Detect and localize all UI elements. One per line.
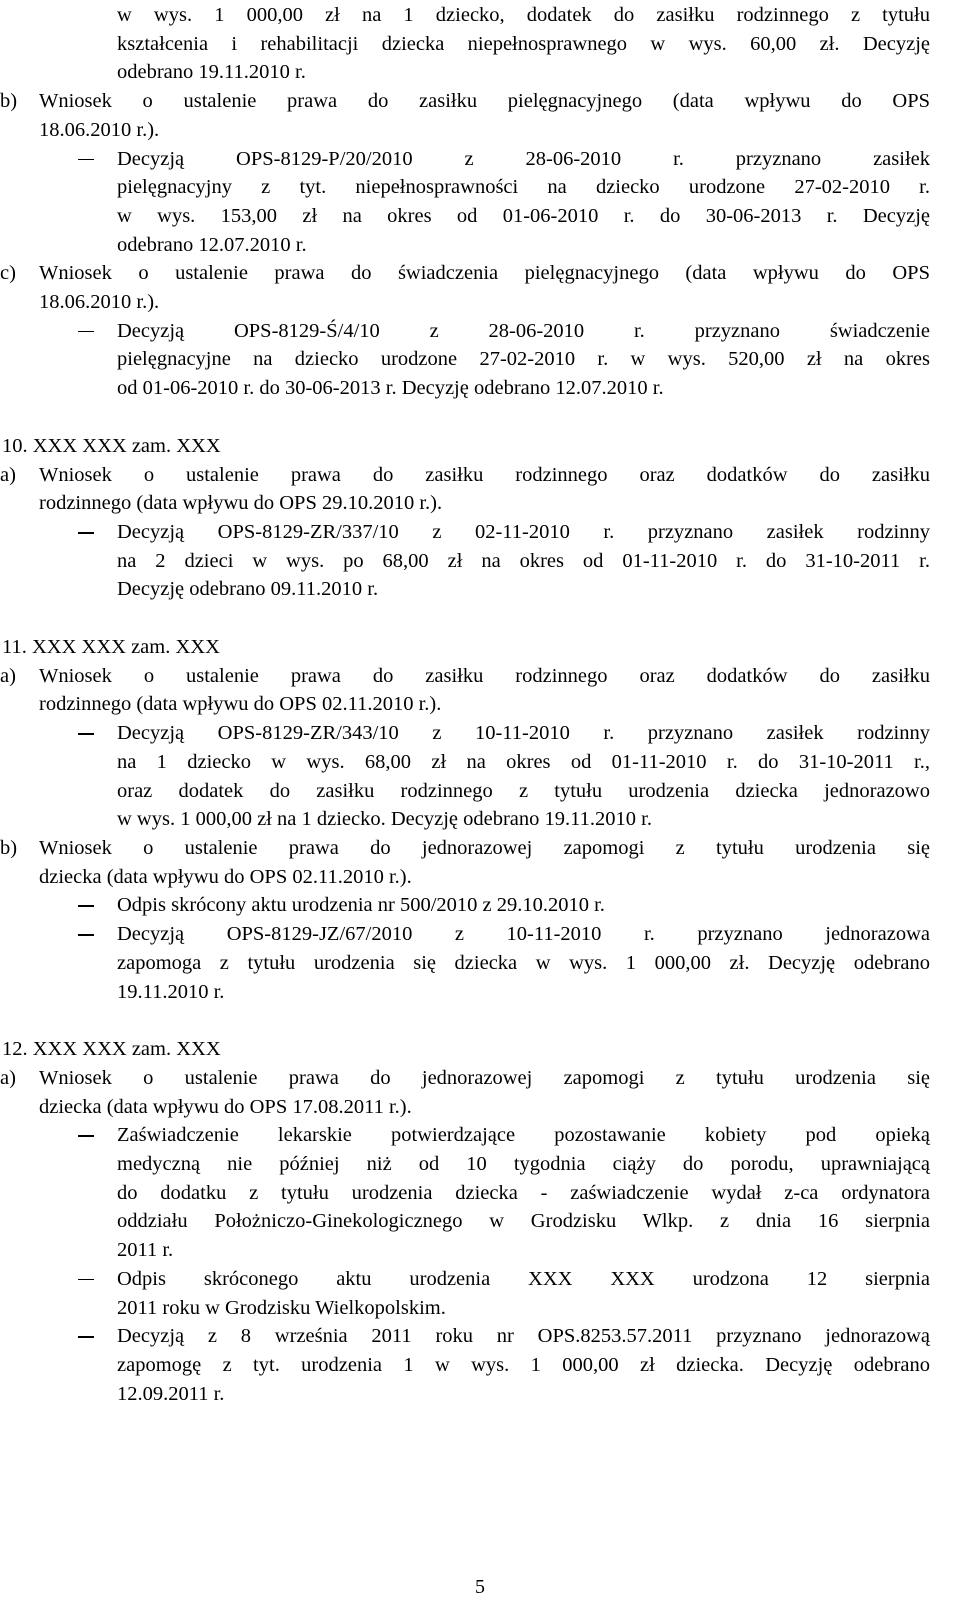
text-line: kształcenia i rehabilitacji dziecka niepełnosprawnego w wys. 60,00 zł. Decyzję xyxy=(117,32,930,55)
list-item-b xyxy=(0,87,930,116)
item-text: Wniosek o ustalenie prawa do zasiłku rodzinnego oraz dodatków do zasiłku xyxy=(39,463,930,486)
item-text: Odpis skróconego aktu urodzenia XXX XXX urodzona 12 sierpnia xyxy=(117,1267,930,1290)
list-item-b xyxy=(0,834,930,863)
page-number: 5 xyxy=(475,1576,485,1598)
item-label: a) xyxy=(0,1066,16,1089)
dash-bullet xyxy=(78,1336,94,1338)
dash-item xyxy=(0,891,930,920)
text-line: 18.06.2010 r.). xyxy=(39,118,160,141)
text-line: odebrano 12.07.2010 r. xyxy=(117,233,307,256)
text-line: w wys. 1 000,00 zł na 1 dziecko, dodatek do zasiłku rodzinnego z tytułu xyxy=(117,4,930,26)
document-body xyxy=(0,1,930,1408)
list-item-a xyxy=(0,461,930,490)
text-line: 12.09.2011 r. xyxy=(117,1382,225,1405)
text-line: pielęgnacyjne na dziecko urodzone 27-02-2010 r. w wys. 520,00 zł na okres xyxy=(117,348,930,371)
text-line: oddziału Położniczo-Ginekologicznego w Grodzisku Wlkp. z dnia 16 sierpnia xyxy=(117,1210,930,1233)
item-text: Decyzją OPS-8129-ZR/337/10 z 02-11-2010 r. przyznano zasiłek rodzinny xyxy=(117,520,930,543)
text-line: odebrano 19.11.2010 r. xyxy=(117,61,306,84)
item-label: c) xyxy=(0,262,16,285)
text-line: zapomoga z tytułu urodzenia się dziecka w wys. 1 000,00 zł. Decyzję odebrano xyxy=(117,951,930,974)
text-line: pielęgnacyjny z tyt. niepełnosprawności na dziecko urodzone 27-02-2010 r. xyxy=(117,176,930,199)
text-line: 2011 roku w Grodzisku Wielkopolskim. xyxy=(117,1296,446,1319)
item-text: Wniosek o ustalenie prawa do jednorazowej zapomogi z tytułu urodzenia się xyxy=(39,836,930,859)
item-text: Zaświadczenie lekarskie potwierdzające pozostawanie kobiety pod opieką xyxy=(117,1124,930,1147)
dash-bullet xyxy=(78,1135,94,1137)
dash-item xyxy=(0,1265,930,1294)
dash-bullet xyxy=(78,532,94,534)
section-heading-11: 11. XXX XXX zam. XXX xyxy=(2,636,220,659)
dash-bullet xyxy=(78,159,94,161)
list-item-a xyxy=(0,662,930,691)
dash-item xyxy=(0,1322,930,1351)
text-line: zapomogę z tyt. urodzenia 1 w wys. 1 000,00 zł dziecka. Decyzję odebrano xyxy=(117,1353,930,1376)
item-text: Wniosek o ustalenie prawa do zasiłku rodzinnego oraz dodatków do zasiłku xyxy=(39,664,930,687)
text-line: 19.11.2010 r. xyxy=(117,980,225,1003)
text-line: oraz dodatek do zasiłku rodzinnego z tytułu urodzenia dziecka jednorazowo xyxy=(117,779,930,802)
section-heading-12: 12. XXX XXX zam. XXX xyxy=(2,1038,221,1061)
dash-bullet xyxy=(78,733,94,735)
item-label: b) xyxy=(0,90,18,113)
section-heading-10: 10. XXX XXX zam. XXX xyxy=(2,434,221,457)
item-text: Wniosek o ustalenie prawa do zasiłku pielęgnacyjnego (data wpływu do OPS xyxy=(39,90,930,113)
text-line: 18.06.2010 r.). xyxy=(39,291,160,314)
dash-bullet xyxy=(78,934,94,936)
text-line: dziecka (data wpływu do OPS 17.08.2011 r.). xyxy=(39,1095,412,1118)
item-text: Decyzją OPS-8129-Ś/4/10 z 28-06-2010 r. przyznano świadczenie xyxy=(117,319,930,342)
text-line: w wys. 1 000,00 zł na 1 dziecko. Decyzję odebrano 19.11.2010 r. xyxy=(117,808,652,831)
text-line: od 01-06-2010 r. do 30-06-2013 r. Decyzję odebrano 12.07.2010 r. xyxy=(117,377,664,400)
dash-item xyxy=(0,719,930,748)
dash-bullet xyxy=(78,331,94,333)
dash-item xyxy=(0,920,930,949)
list-item-a xyxy=(0,1064,930,1093)
item-text: Decyzją OPS-8129-P/20/2010 z 28-06-2010 r. przyznano zasiłek xyxy=(117,147,930,170)
item-text: Wniosek o ustalenie prawa do jednorazowej zapomogi z tytułu urodzenia się xyxy=(39,1066,930,1089)
dash-item xyxy=(0,145,930,174)
item-text: Decyzją OPS-8129-ZR/343/10 z 10-11-2010 r. przyznano zasiłek rodzinny xyxy=(117,722,930,745)
item-label: a) xyxy=(0,664,16,687)
list-item-c xyxy=(0,259,930,288)
item-text: Odpis skrócony aktu urodzenia nr 500/2010 z 29.10.2010 r. xyxy=(117,894,605,917)
dash-item xyxy=(0,518,930,547)
text-line: dziecka (data wpływu do OPS 02.11.2010 r.). xyxy=(39,865,412,888)
dash-item xyxy=(0,1121,930,1150)
text-line: medyczną nie później niż od 10 tygodnia ciąży do porodu, uprawniającą xyxy=(117,1153,930,1176)
dash-bullet xyxy=(78,905,94,907)
text-line: rodzinnego (data wpływu do OPS 02.11.2010 r.). xyxy=(39,693,442,716)
dash-bullet xyxy=(78,1279,94,1281)
item-text: Wniosek o ustalenie prawa do świadczenia pielęgnacyjnego (data wpływu do OPS xyxy=(39,262,930,285)
text-line: 2011 r. xyxy=(117,1239,174,1262)
text-line: na 1 dziecko w wys. 68,00 zł na okres od 01-11-2010 r. do 31-10-2011 r., xyxy=(117,750,930,773)
item-text: Decyzją z 8 września 2011 roku nr OPS.8253.57.2011 przyznano jednorazową xyxy=(117,1325,930,1348)
text-line: w wys. 153,00 zł na okres od 01-06-2010 r. do 30-06-2013 r. Decyzję xyxy=(117,204,930,227)
dash-item xyxy=(0,317,930,346)
text-line: na 2 dzieci w wys. po 68,00 zł na okres od 01-11-2010 r. do 31-10-2011 r. xyxy=(117,549,930,572)
item-label: a) xyxy=(0,463,16,486)
item-text: Decyzją OPS-8129-JZ/67/2010 z 10-11-2010 r. przyznano jednorazowa xyxy=(117,923,930,946)
text-line: Decyzję odebrano 09.11.2010 r. xyxy=(117,578,379,601)
item-label: b) xyxy=(0,836,18,859)
text-line: rodzinnego (data wpływu do OPS 29.10.2010 r.). xyxy=(39,492,443,515)
text-line: do dodatku z tytułu urodzenia dziecka - zaświadczenie wydał z-ca ordynatora xyxy=(117,1181,930,1204)
